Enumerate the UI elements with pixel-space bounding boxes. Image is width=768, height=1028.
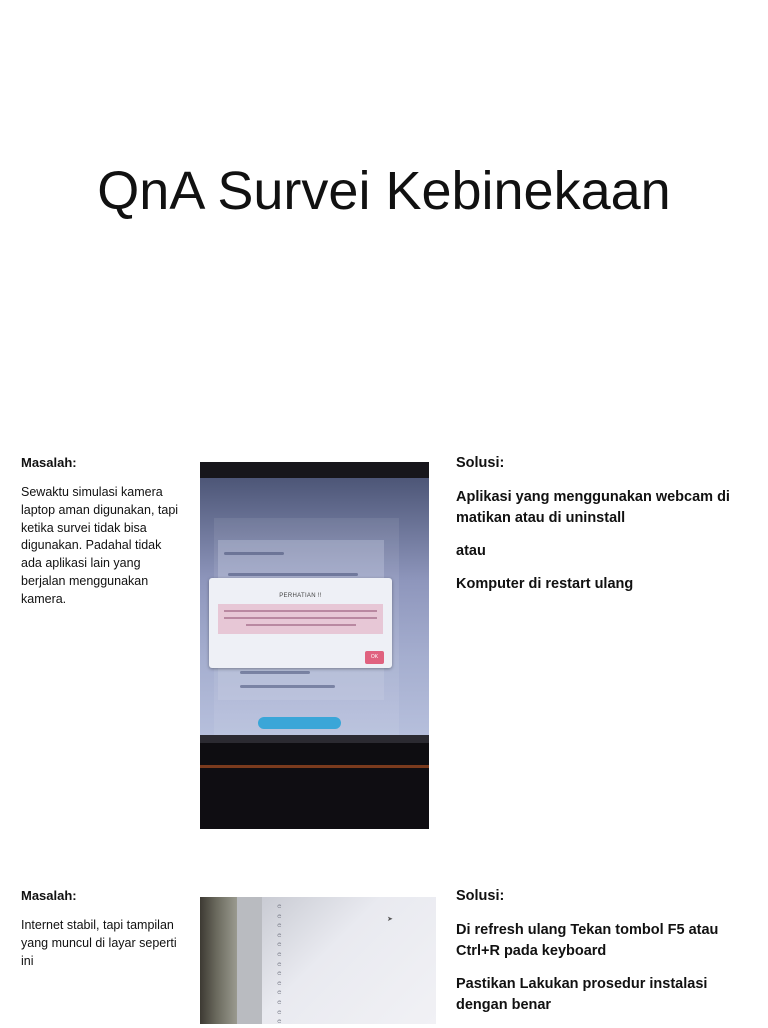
solution-list <box>456 920 756 1028</box>
camera-button <box>258 717 341 729</box>
screen-glyph-column: ၔ ၔ ၔ ၔ ၔ ၔ ၔ ၔ ၔ ၔ ၔ ၔ ၔ <box>277 901 282 1024</box>
modal-ok-button: OK <box>365 651 384 664</box>
page-title: QnA Survei Kebinekaan <box>97 161 671 221</box>
mouse-cursor-icon: ➤ <box>387 916 393 923</box>
solution-item: Di refresh ulang Tekan tombol F5 atau Ctrl+R pada keyboard <box>456 922 719 959</box>
camera-error-photo <box>200 462 429 829</box>
solution-item: Aplikasi yang menggunakan webcam di matikan atau di uninstall <box>456 489 730 526</box>
warning-modal <box>209 578 392 668</box>
solution-label: Solusi: <box>456 888 505 904</box>
solution-item: atau <box>456 543 486 559</box>
blank-screen-photo <box>200 897 436 1024</box>
solution-label: Solusi: <box>456 455 505 471</box>
problem-text: Internet stabil, tapi tampilan yang muncul di layar seperti ini <box>21 918 177 968</box>
problem-label: Masalah: <box>21 888 77 903</box>
solution-list <box>456 487 756 607</box>
solution-item: Pastikan Lakukan prosedur instalasi dengan benar <box>456 976 708 1013</box>
modal-title: PERHATIAN !! <box>279 593 322 599</box>
problem-label: Masalah: <box>21 455 77 470</box>
problem-text: Sewaktu simulasi kamera laptop aman digunakan, tapi ketika survei tidak bisa digunakan. Padahal tidak ada aplikasi lain yang berjalan menggunakan kamera. <box>21 485 179 606</box>
solution-item: Komputer di restart ulang <box>456 576 634 592</box>
